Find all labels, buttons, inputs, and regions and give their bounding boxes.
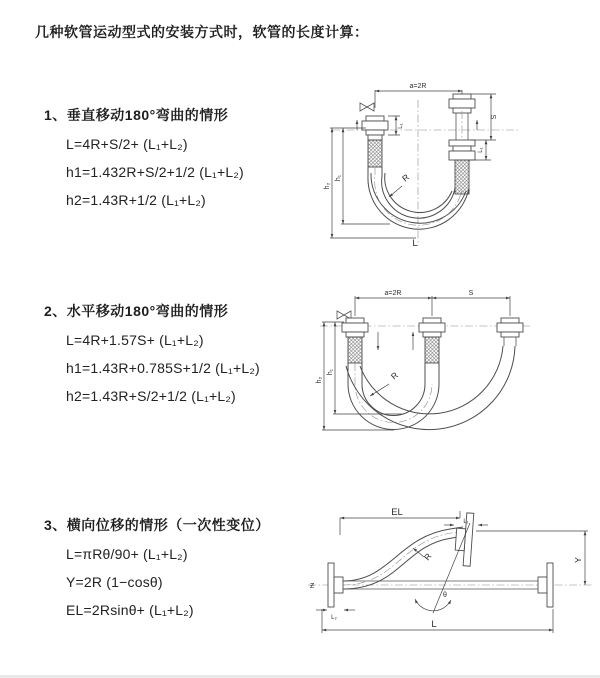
section-2-formula-h2: h2=1.43R+S/2+1/2 (L₁+L₂): [66, 388, 236, 404]
fitting-top-label: L₁: [463, 519, 469, 525]
diagram-vertical-180-bend: [310, 78, 545, 250]
height-inner-label: h₁: [327, 368, 334, 376]
section-3-formula-Y: Y=2R (1−cosθ): [66, 574, 163, 590]
u-bend-hose: [368, 167, 469, 229]
right-pipe-fitting: [497, 318, 523, 346]
length-label: L: [412, 238, 418, 249]
fitting-right-label: L₁: [478, 147, 484, 153]
stroke-label: S: [491, 114, 498, 120]
radius-label: R: [421, 551, 434, 563]
radius-callout: [389, 172, 411, 197]
left-flange: [328, 563, 343, 607]
span-label: a=2R: [384, 290, 402, 297]
braided-hose-section: [455, 160, 469, 194]
section-1-formula-L: L=4R+S/2+ (L₁+L₂): [66, 136, 188, 152]
dimension-span-and-stroke: [355, 290, 510, 316]
stroke-label: S: [468, 290, 474, 297]
right-pipe-fitting: [449, 94, 475, 194]
diagram-lateral-displacement: [300, 503, 600, 648]
dimension-fitting-left: [388, 116, 404, 135]
displaced-position-hose: [343, 512, 474, 589]
offset-label: Y: [573, 557, 583, 563]
section-3-formula-EL: EL=2Rsinθ+ (L₁+L₂): [66, 602, 194, 618]
diagram-horizontal-180-bend: [310, 288, 542, 448]
height-outer-label: h₂: [324, 182, 331, 190]
section-1-formula-h2: h2=1.43R+1/2 (L₁+L₂): [66, 192, 206, 208]
section-1-heading: 1、垂直移动180°弯曲的情形: [44, 107, 229, 123]
left-pipe-fitting: [342, 318, 368, 363]
radius-label: R: [400, 171, 412, 184]
dimension-fitting-top: [444, 519, 488, 525]
height-inner-label: h₁: [335, 174, 342, 182]
valve-icon: [360, 103, 374, 111]
braided-hose-section: [425, 337, 439, 363]
section-2-formula-L: L=4R+1.57S+ (L₁+L₂): [66, 332, 204, 348]
radius-callout: [370, 370, 400, 396]
radius-callout: [413, 548, 433, 562]
span-label: a=2R: [409, 83, 427, 90]
section-2-formula-h1: h1=1.43R+0.785S+1/2 (L₁+L₂): [66, 360, 260, 376]
el-label: EL: [391, 507, 403, 518]
section-2-heading: 2、水平移动180°弯曲的情形: [44, 303, 229, 319]
height-outer-label: h₂: [316, 376, 323, 384]
fitting-left-label: L₁: [398, 123, 404, 129]
length-label: L: [431, 619, 437, 630]
dimension-length: [322, 609, 553, 633]
section-1-formula-h1: h1=1.432R+S/2+1/2 (L₁+L₂): [66, 164, 244, 180]
braided-hose-section: [368, 140, 382, 167]
dimension-y: [476, 531, 588, 585]
axis-mark: Ƶ: [310, 583, 315, 590]
page-title: 几种软管运动型式的安装方式时，软管的长度计算：: [35, 24, 369, 40]
fitting-bottom-label: L₂: [331, 615, 337, 621]
left-pipe-fitting: [362, 116, 388, 167]
angle-label: θ: [443, 592, 447, 599]
braided-hose-section: [348, 337, 362, 363]
middle-pipe-fitting: [419, 318, 445, 363]
section-3-heading: 3、横向位移的情形（一次性变位）: [44, 517, 270, 533]
radius-label: R: [388, 369, 400, 382]
section-3-formula-L: L=πRθ/90+ (L₁+L₂): [66, 546, 188, 562]
